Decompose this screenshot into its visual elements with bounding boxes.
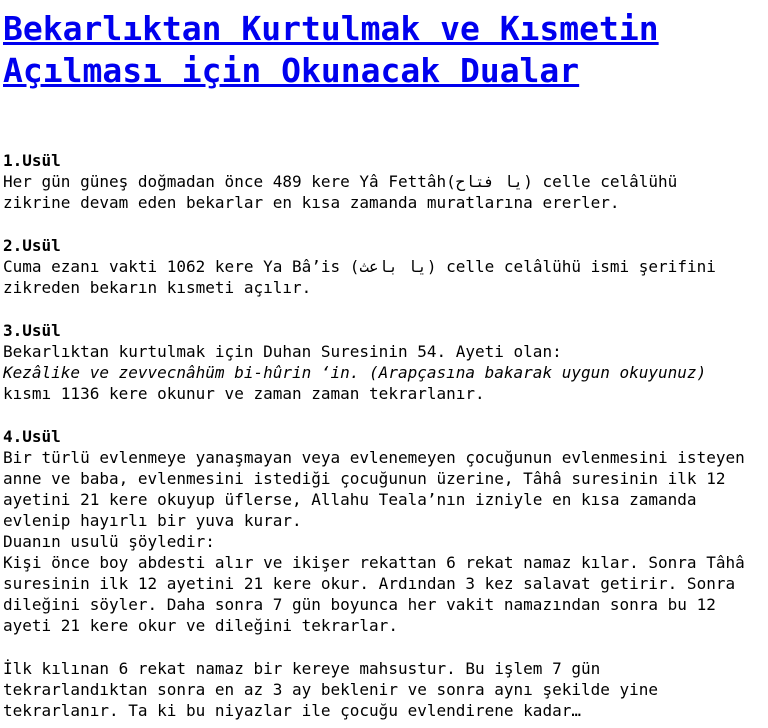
text-line: Bir türlü evlenmeye yanaşmayan veya evlenemeyen çocuğunun evlenmesini isteyen	[3, 448, 745, 467]
text-line: Cuma ezanı vakti 1062 kere Ya Bâ’is (يا باعث) celle celâlühü ismi şerifini	[3, 257, 716, 276]
text-line: dileğini söyler. Daha sonra 7 gün boyunca her vakit namazından sonra bu 12	[3, 595, 716, 614]
text-line: tekrarlandıktan sonra en az 3 ay beklenir ve sonra aynı şekilde yine	[3, 680, 659, 699]
text-line: İlk kılınan 6 rekat namaz bir kereye mahsustur. Bu işlem 7 gün	[3, 659, 601, 678]
section-3-heading: 3.Usül	[3, 321, 61, 340]
text-line: anne ve baba, evlenmesini istediği çocuğunun üzerine, Tâhâ suresinin ilk 12	[3, 469, 726, 488]
section-4-heading: 4.Usül	[3, 427, 61, 446]
text-line: suresinin ilk 12 ayetini 21 kere okur. Ardından 3 kez salavat getirir. Sonra	[3, 574, 736, 593]
title-line-2: Açılması için Okunacak Dualar	[3, 51, 580, 90]
section-2-heading: 2.Usül	[3, 236, 61, 255]
section-4-usul	[3, 426, 768, 636]
section-1-usul	[3, 150, 768, 213]
closing-paragraph	[3, 658, 768, 721]
text-line: evlenip hayırlı bir yuva kurar.	[3, 511, 302, 530]
section-3-usul	[3, 320, 768, 404]
text-line: tekrarlanır. Ta ki bu niyazlar ile çocuğu evlendirene kadar…	[3, 701, 581, 720]
text-line: zikrine devam eden bekarlar en kısa zamanda muratlarına ererler.	[3, 193, 620, 212]
title-link[interactable]	[3, 8, 768, 92]
text-line: zikreden bekarın kısmeti açılır.	[3, 278, 312, 297]
text-line: Her gün güneş doğmadan önce 489 kere Yâ Fettâh(يا فتاح) celle celâlühü	[3, 172, 678, 191]
section-2-usul	[3, 235, 768, 298]
text-line: kısmı 1136 kere okunur ve zaman zaman tekrarlanır.	[3, 384, 485, 403]
title-line-1: Bekarlıktan Kurtulmak ve Kısmetin	[3, 9, 659, 48]
text-line: Duanın usulü şöyledir:	[3, 532, 215, 551]
page-title	[3, 8, 768, 92]
text-line: Bekarlıktan kurtulmak için Duhan Suresinin 54. Ayeti olan:	[3, 342, 562, 361]
text-line: Kişi önce boy abdesti alır ve ikişer rekattan 6 rekat namaz kılar. Sonra Tâhâ	[3, 553, 745, 572]
quran-verse-transliteration: Kezâlike ve zevvecnâhüm bi-hûrin ‘in. (Arapçasına bakarak uygun okuyunuz)	[3, 363, 707, 382]
text-line: ayetini 21 kere okuyup üflerse, Allahu Teala’nın izniyle en kısa zamanda	[3, 490, 697, 509]
text-line: ayeti 21 kere okur ve dileğini tekrarlar.	[3, 616, 398, 635]
section-1-heading: 1.Usül	[3, 151, 61, 170]
